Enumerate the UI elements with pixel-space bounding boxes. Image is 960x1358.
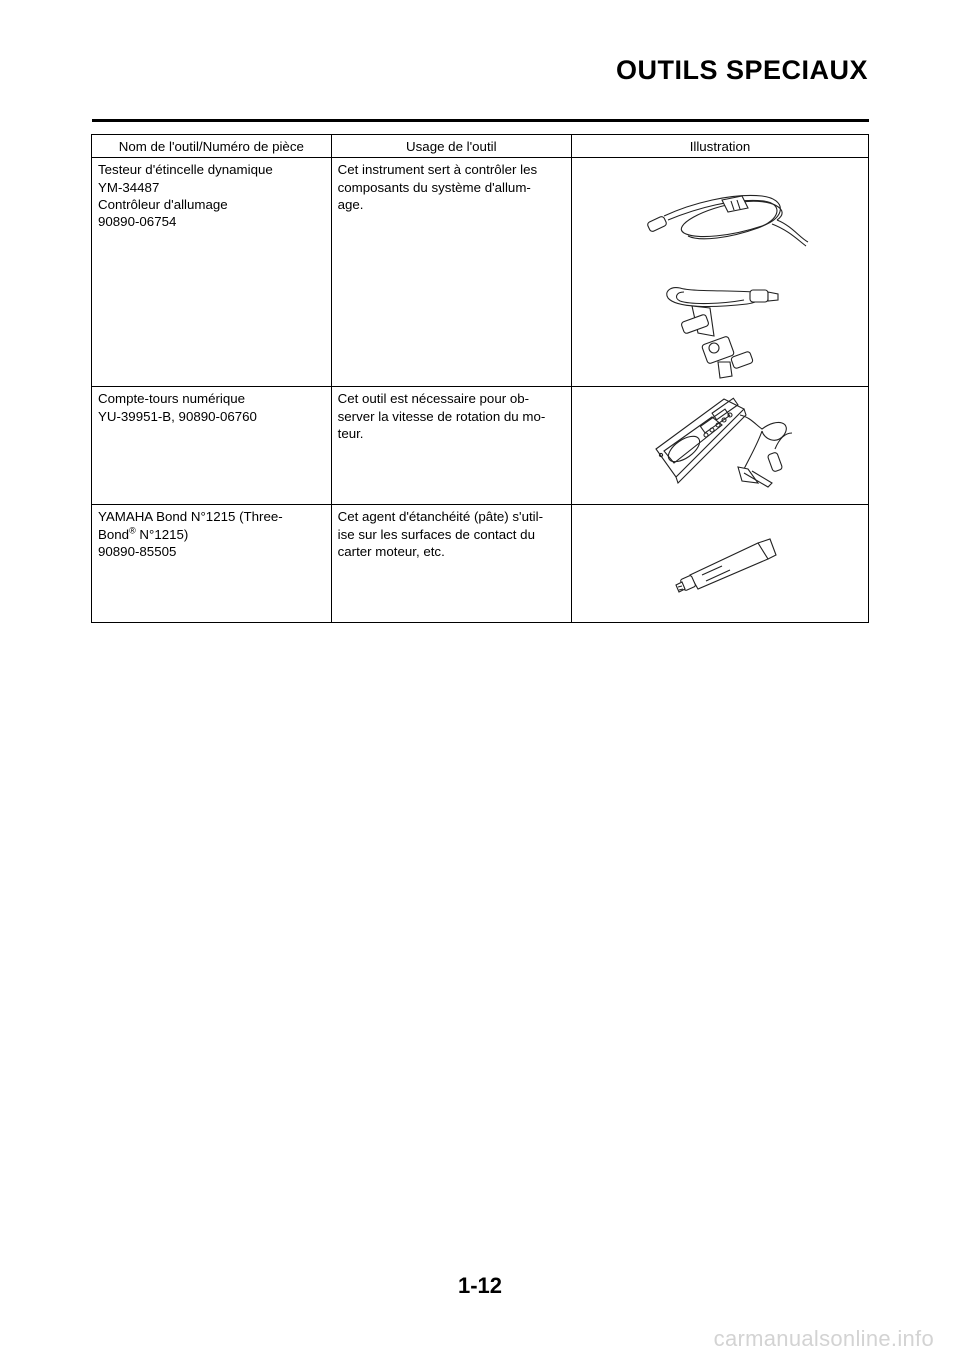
tool-usage-line: carter moteur, etc.	[337, 543, 445, 559]
registered-mark: ®	[129, 525, 136, 536]
tool-part-number: YU-39951-B, 90890-06760	[98, 408, 257, 424]
tool-usage-line: Cet agent d'étanchéité (pâte) s'util-	[337, 509, 544, 525]
tool-name-line: Contrôleur d'allumage	[98, 196, 228, 212]
page-title: OUTILS SPECIAUX	[615, 55, 868, 85]
column-header-usage: Usage de l'outil	[331, 135, 571, 158]
tool-usage-line: server la vitesse de rotation du mo-	[337, 408, 546, 424]
tool-usage-line: Cet outil est nécessaire pour ob-	[337, 391, 530, 407]
special-tools-table	[91, 134, 869, 623]
tool-name-cell	[92, 505, 332, 623]
tool-part-number: YM-34487	[98, 179, 160, 195]
tool-name-cell	[92, 158, 332, 387]
watermark: carmanualsonline.info	[713, 1326, 934, 1351]
tool-name-fragment: Bond	[98, 526, 130, 542]
tool-name-line: Compte-tours numérique	[98, 391, 246, 407]
table-header-row	[92, 135, 869, 158]
table-row	[92, 387, 869, 505]
tool-usage-line: teur.	[337, 425, 364, 441]
table-row	[92, 158, 869, 387]
tool-illustration-cell	[571, 158, 868, 387]
tool-usage-cell	[331, 158, 571, 387]
title-rule	[92, 119, 869, 122]
tool-usage-cell	[331, 387, 571, 505]
tool-usage-line: age.	[337, 196, 364, 212]
tool-name-line: YAMAHA Bond N°1215 (Three-	[98, 509, 283, 525]
tool-usage-line: Cet instrument sert à contrôler les	[337, 162, 538, 178]
tool-name-cell	[92, 387, 332, 505]
tool-illustration-cell	[571, 387, 868, 505]
table-row	[92, 505, 869, 623]
column-header-name: Nom de l'outil/Numéro de pièce	[92, 135, 332, 158]
tool-part-number: 90890-06754	[98, 214, 177, 230]
tool-usage-cell	[331, 505, 571, 623]
column-header-illustration: Illustration	[571, 135, 868, 158]
tool-usage-line: composants du système d'allum-	[337, 179, 531, 195]
page-number: 1-12	[457, 1273, 503, 1298]
tool-usage-line: ise sur les surfaces de contact du	[337, 526, 535, 542]
tachometer-icon	[572, 387, 868, 504]
tool-illustration-cell	[571, 505, 868, 623]
tool-name-line	[98, 526, 325, 543]
sealant-tube-icon	[572, 505, 868, 622]
tool-part-number: 90890-85505	[98, 543, 177, 559]
tool-name-fragment: N°1215)	[135, 526, 189, 542]
tool-name-line: Testeur d'étincelle dynamique	[98, 162, 273, 178]
spark-tester-icon	[572, 158, 868, 386]
